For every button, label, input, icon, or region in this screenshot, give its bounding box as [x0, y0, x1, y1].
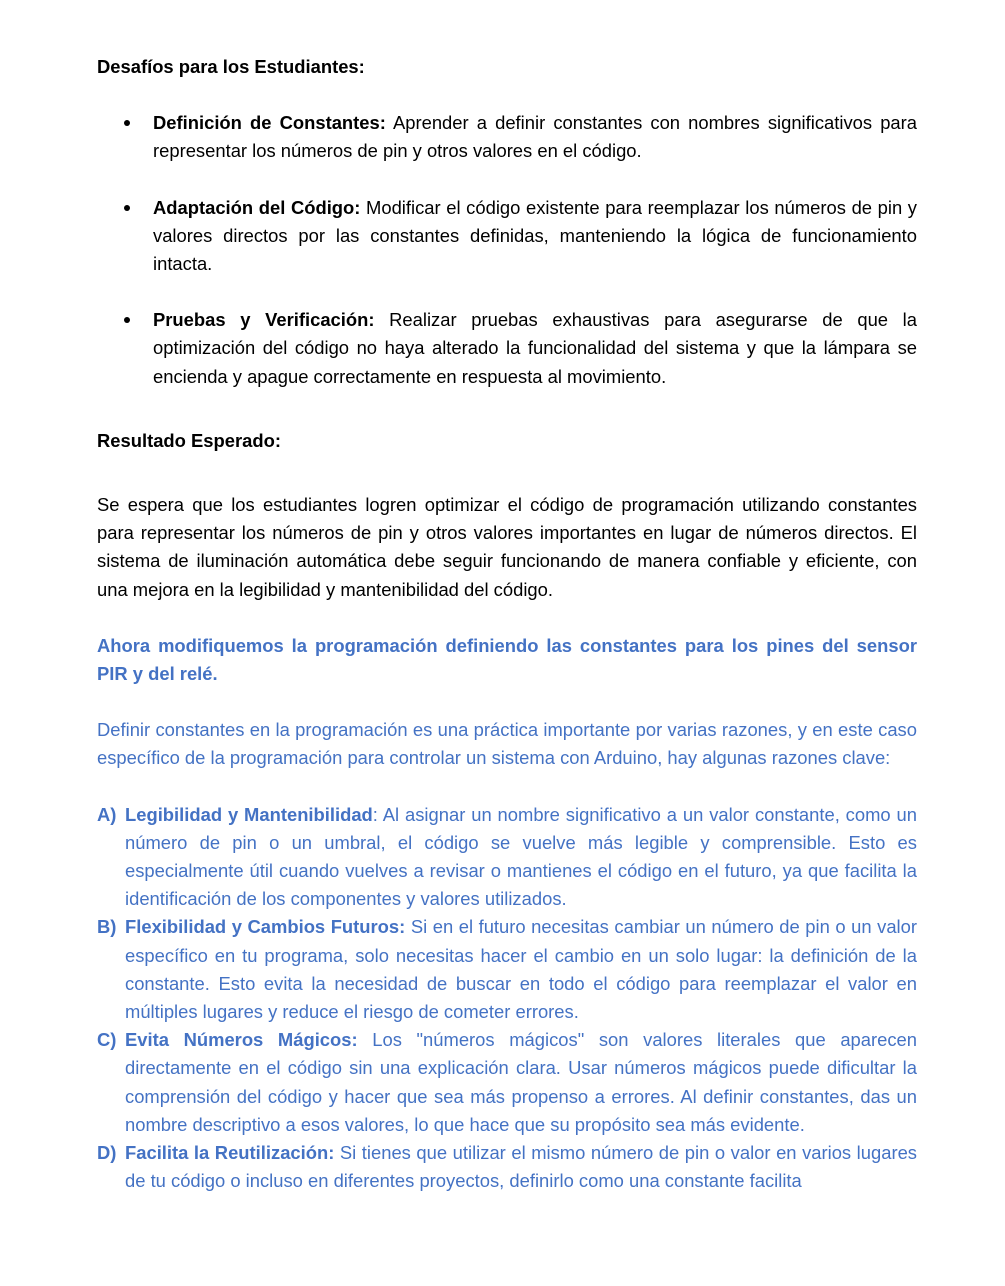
document-page: [97, 53, 917, 1196]
expected-heading: Resultado Esperado:: [97, 429, 281, 451]
reasons-list: [97, 801, 917, 1196]
item-letter: A): [97, 803, 117, 825]
bullet-icon: [124, 205, 130, 211]
list-item: [97, 801, 917, 914]
item-text: Aprender a definir constantes con nombres significativos para representar los números de pin y otros valores en el código.: [153, 112, 918, 162]
item-term: Flexibilidad y Cambios Futuros:: [125, 916, 406, 938]
item-text: : Al asignar un nombre significativo a un valor constante, como un número de pin o un umbral, el código se vuelve más legible y comprensible. Esto es especialmente útil cuando vuelves a revisar o mantienes el código en el futuro, ya que facilita la identificación de los componentes y valores utilizados.: [125, 803, 917, 910]
item-term: Legibilidad y Mantenibilidad: [125, 803, 373, 825]
challenges-list: [97, 109, 917, 391]
item-text: Si en el futuro necesitas cambiar un número de pin o un valor específico en tu programa, solo necesitas hacer el cambio en un solo lugar: la definición de la constante. Esto evita la necesidad de buscar en todo el código para reemplazar el valor en múltiples lugares y reduce el riesgo de cometer errores.: [125, 916, 917, 1023]
challenges-heading: Desafíos para los Estudiantes:: [97, 56, 365, 77]
list-item: [97, 109, 917, 165]
modify-intro: Definir constantes en la programación es una práctica importante por varias razones, y en este caso específico de la programación para controlar un sistema con Arduino, hay algunas razones clave:: [97, 719, 917, 769]
item-text: Modificar el código existente para reemplazar los números de pin y valores directos por las constantes definidas, manteniendo la lógica de funcionamiento intacta.: [153, 196, 917, 275]
bullet-icon: [124, 317, 130, 323]
item-text: Si tienes que utilizar el mismo número de pin o valor en varios lugares de tu código o incluso en diferentes proyectos, definirlo como una constante facilita: [125, 1142, 917, 1192]
item-letter: D): [97, 1142, 117, 1164]
item-term: Evita Números Mágicos:: [125, 1029, 358, 1051]
item-letter: B): [97, 916, 117, 938]
item-text: Realizar pruebas exhaustivas para asegurarse de que la optimización del código no haya alterado la funcionalidad del sistema y que la lámpara se encienda y apague correctamente en respuesta al movimiento.: [153, 309, 917, 387]
item-letter: C): [97, 1029, 117, 1051]
item-term: Pruebas y Verificación:: [153, 309, 375, 331]
list-item: [97, 913, 917, 1026]
list-item: [97, 306, 917, 391]
bullet-icon: [124, 120, 130, 126]
expected-body: Se espera que los estudiantes logren optimizar el código de programación utilizando constantes para representar los números de pin y otros valores importantes en lugar de números directos. El sistema de iluminación automática debe seguir funcionando de manera confiable y eficiente, con una mejora en la legibilidad y mantenibilidad del código.: [97, 494, 917, 600]
list-item: [97, 1139, 917, 1195]
list-item: [97, 1026, 917, 1139]
item-term: Adaptación del Código:: [153, 196, 361, 218]
list-item: [97, 194, 917, 279]
modify-heading: Ahora modifiquemos la programación definiendo las constantes para los pines del sensor PIR y del relé.: [97, 634, 917, 685]
item-term: Definición de Constantes:: [153, 112, 386, 134]
item-text: Los "números mágicos" son valores literales que aparecen directamente en el código sin una explicación clara. Usar números mágicos puede dificultar la comprensión del código y hacer que sea más propenso a errores. Al definir constantes, das un nombre descriptivo a esos valores, lo que hace que su propósito sea más evidente.: [125, 1029, 918, 1135]
item-term: Facilita la Reutilización:: [125, 1142, 335, 1164]
